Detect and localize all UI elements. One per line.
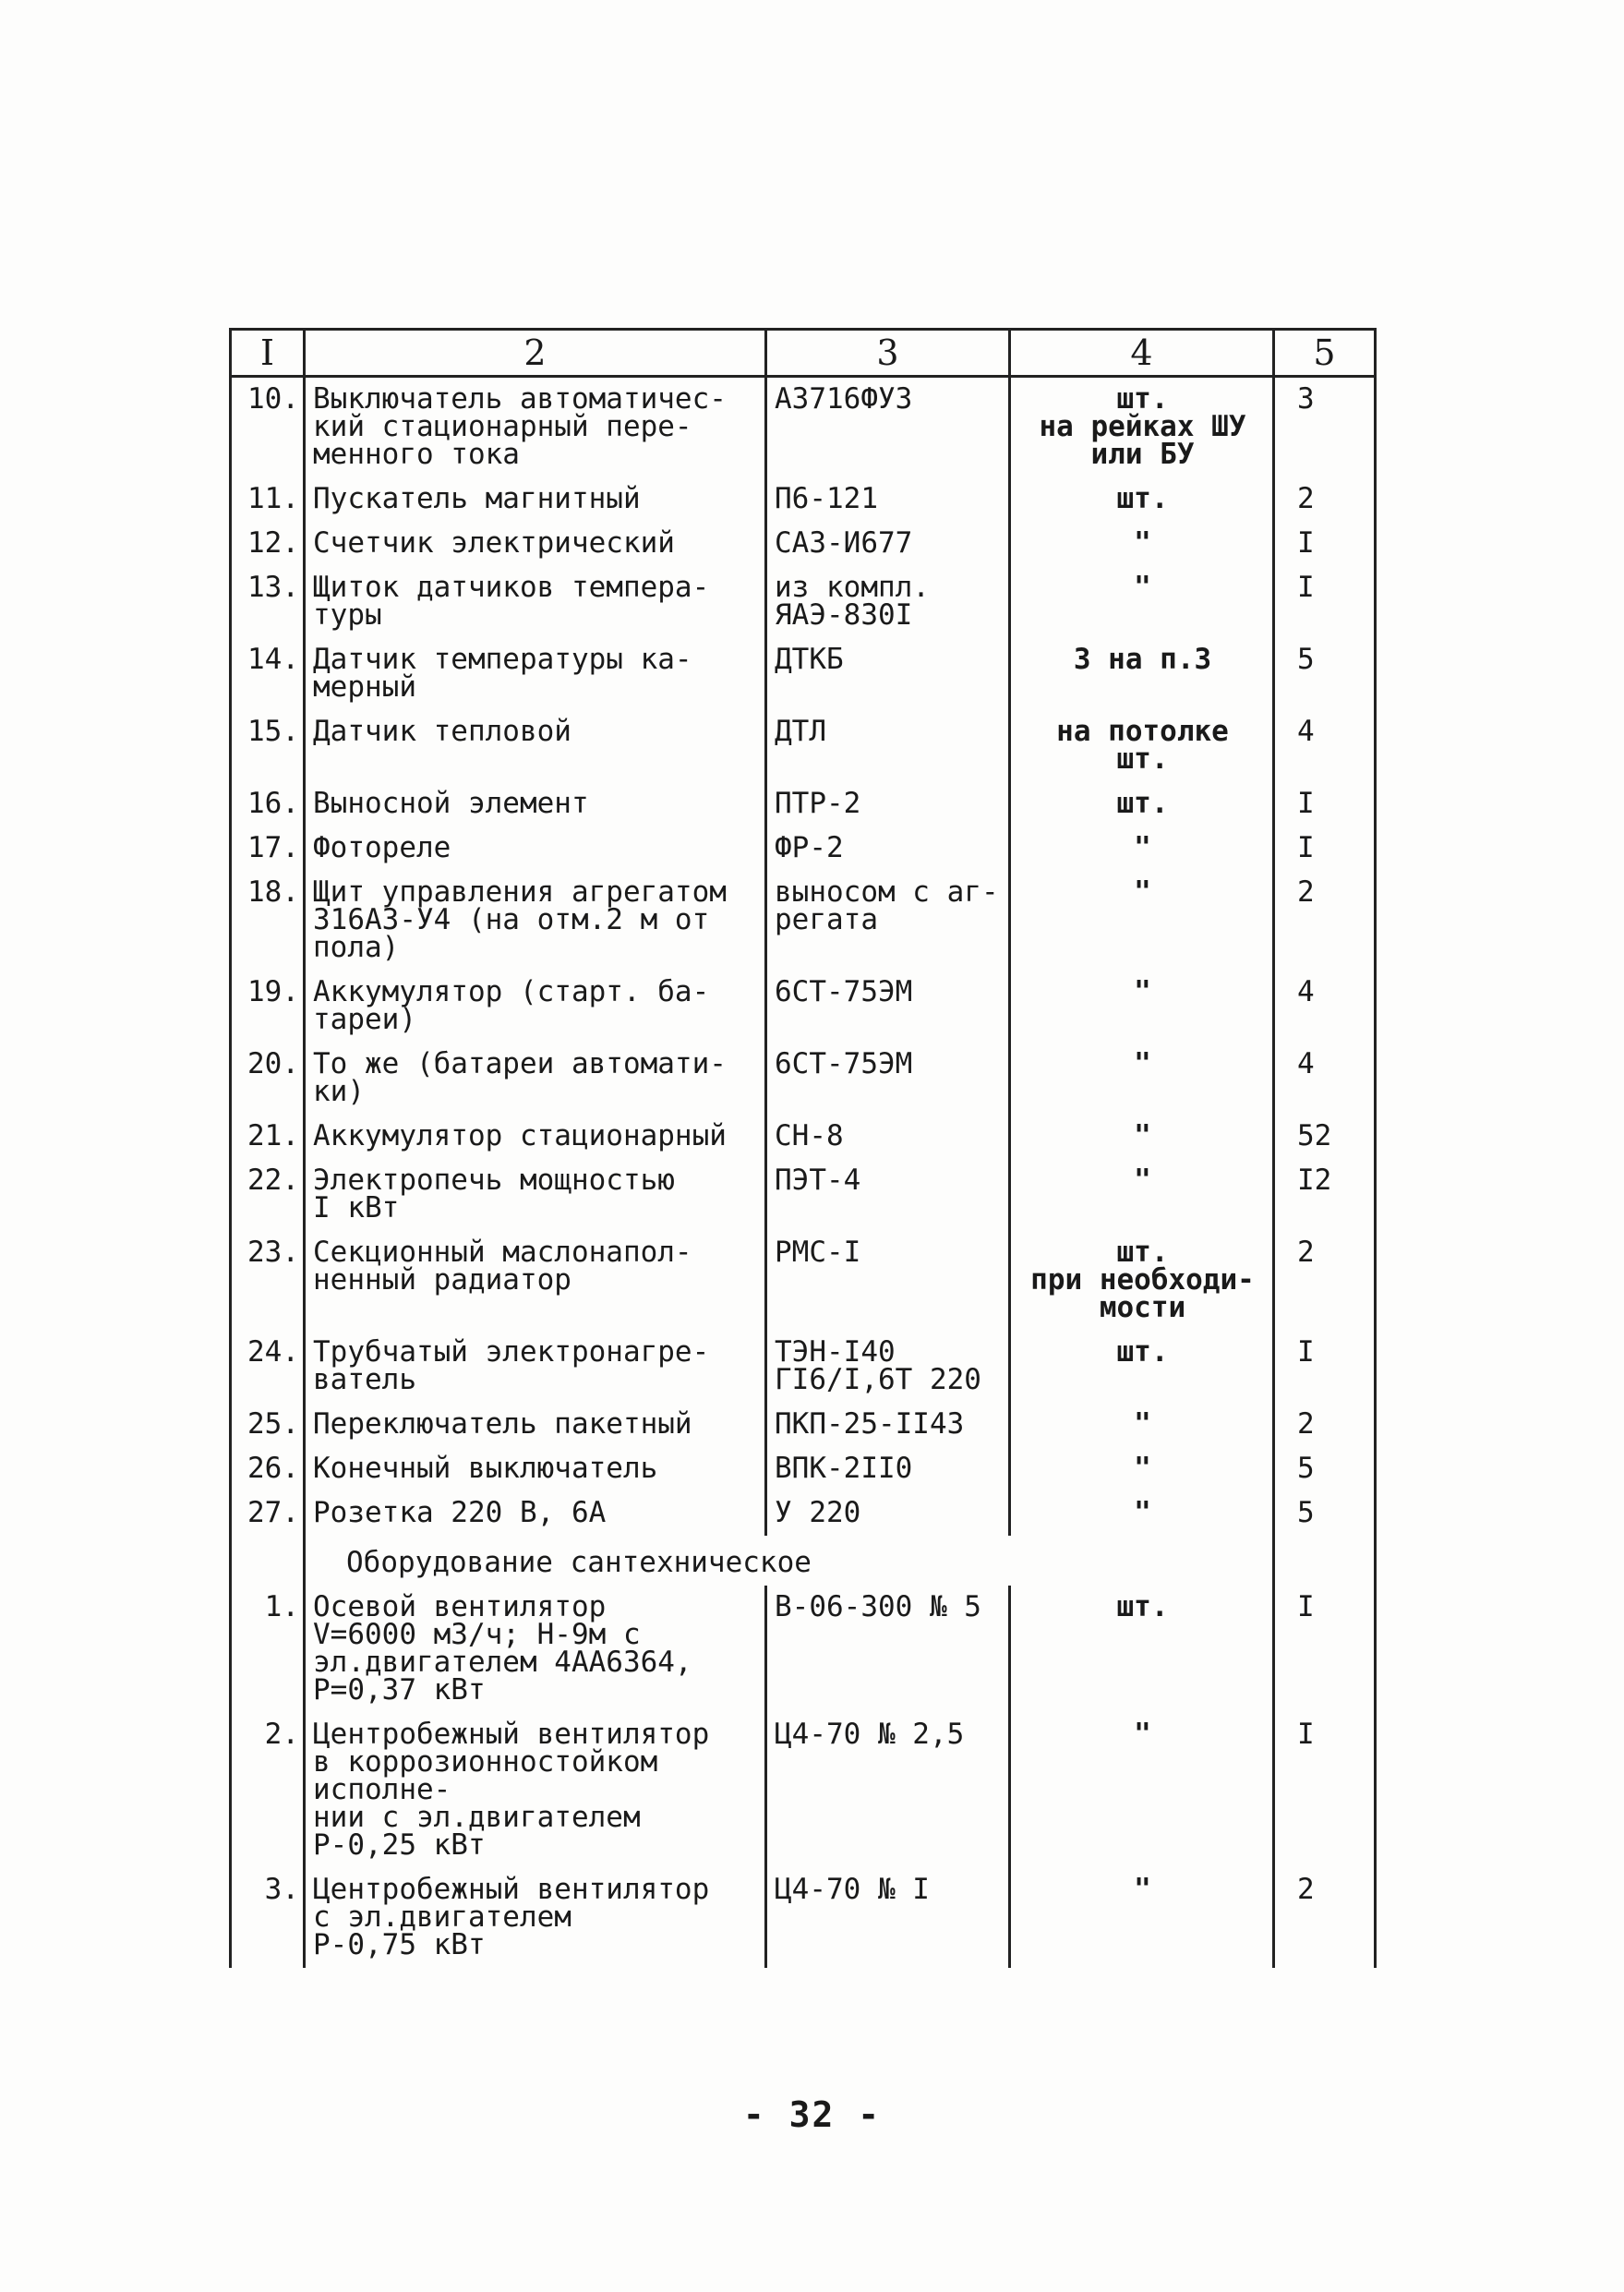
item-name: Осевой вентилятор V=6000 м3/ч; Н-9м с эл.двигателем 4АА6364, Р=0,37 кВт — [305, 1586, 766, 1713]
row-number: 27. — [231, 1491, 305, 1536]
row-number: 19. — [231, 971, 305, 1043]
item-type: СН-8 — [766, 1115, 1010, 1159]
table-row — [231, 477, 1376, 522]
table-row — [231, 1586, 1376, 1713]
row-number: 24. — [231, 1331, 305, 1403]
item-quantity: 2 — [1274, 871, 1376, 971]
item-name: Датчик температуры ка- мерный — [305, 638, 766, 710]
item-quantity: 2 — [1274, 1868, 1376, 1968]
item-unit: " — [1010, 1403, 1274, 1447]
section-title: Оборудование сантехническое — [305, 1536, 1274, 1586]
item-type: А3716ФУ3 — [766, 377, 1010, 478]
table-row — [231, 1331, 1376, 1403]
row-number: 16. — [231, 782, 305, 826]
item-unit: на потолке шт. — [1010, 710, 1274, 782]
item-unit: " — [1010, 1447, 1274, 1491]
item-quantity: I — [1274, 826, 1376, 871]
row-number: 20. — [231, 1043, 305, 1115]
item-name: То же (батареи автомати- ки) — [305, 1043, 766, 1115]
row-number: 25. — [231, 1403, 305, 1447]
item-type: ФР-2 — [766, 826, 1010, 871]
item-name: Аккумулятор (старт. ба- тареи) — [305, 971, 766, 1043]
item-unit: шт. — [1010, 1586, 1274, 1713]
item-type: Ц4-70 № 2,5 — [766, 1713, 1010, 1868]
item-quantity: 5 — [1274, 638, 1376, 710]
item-quantity: 52 — [1274, 1115, 1376, 1159]
item-name: Секционный маслонапол- ненный радиатор — [305, 1231, 766, 1331]
item-unit: шт. — [1010, 1331, 1274, 1403]
item-unit: " — [1010, 1868, 1274, 1968]
item-quantity: I — [1274, 1331, 1376, 1403]
table-row — [231, 782, 1376, 826]
row-number: 18. — [231, 871, 305, 971]
section-spacer — [1274, 1536, 1376, 1586]
row-number: 10. — [231, 377, 305, 478]
item-name: Щиток датчиков темпера- туры — [305, 566, 766, 638]
item-type: выносом с аг- регата — [766, 871, 1010, 971]
item-name: Аккумулятор стационарный — [305, 1115, 766, 1159]
item-quantity: 2 — [1274, 1403, 1376, 1447]
item-type: ТЭН-I40 ГI6/I,6Т 220 — [766, 1331, 1010, 1403]
table-row — [231, 1115, 1376, 1159]
item-unit: " — [1010, 971, 1274, 1043]
table-row — [231, 1043, 1376, 1115]
item-unit: 3 на п.3 — [1010, 638, 1274, 710]
item-type: В-06-300 № 5 — [766, 1586, 1010, 1713]
table-header-row — [231, 330, 1376, 377]
row-number: 2. — [231, 1713, 305, 1868]
row-number: 13. — [231, 566, 305, 638]
item-quantity: 5 — [1274, 1491, 1376, 1536]
item-unit: " — [1010, 826, 1274, 871]
item-type: ВПК-2II0 — [766, 1447, 1010, 1491]
item-unit: " — [1010, 1115, 1274, 1159]
row-number: 11. — [231, 477, 305, 522]
column-header-3: 3 — [766, 330, 1010, 377]
item-name: Розетка 220 В, 6А — [305, 1491, 766, 1536]
row-number: 3. — [231, 1868, 305, 1968]
item-type: ДТКБ — [766, 638, 1010, 710]
item-unit: шт. — [1010, 477, 1274, 522]
item-type: Ц4-70 № I — [766, 1868, 1010, 1968]
table-row — [231, 871, 1376, 971]
item-unit: " — [1010, 1043, 1274, 1115]
table-row — [231, 1713, 1376, 1868]
table-row — [231, 971, 1376, 1043]
item-name: Щит управления агрегатом 316А3-У4 (на отм.2 м от пола) — [305, 871, 766, 971]
table-row — [231, 826, 1376, 871]
row-number: 12. — [231, 522, 305, 566]
item-unit: шт. при необходи- мости — [1010, 1231, 1274, 1331]
item-unit: " — [1010, 566, 1274, 638]
row-number: 14. — [231, 638, 305, 710]
table-row — [231, 522, 1376, 566]
item-type: из компл. ЯАЭ-830I — [766, 566, 1010, 638]
row-number: 1. — [231, 1586, 305, 1713]
table-row — [231, 1491, 1376, 1536]
table-row — [231, 1231, 1376, 1331]
item-name: Датчик тепловой — [305, 710, 766, 782]
item-name: Выносной элемент — [305, 782, 766, 826]
item-name: Фотореле — [305, 826, 766, 871]
item-name: Выключатель автоматичес- кий стационарный пере- менного тока — [305, 377, 766, 478]
item-unit: " — [1010, 522, 1274, 566]
item-quantity: 4 — [1274, 1043, 1376, 1115]
item-name: Трубчатый электронагре- ватель — [305, 1331, 766, 1403]
item-type: 6СТ-75ЭМ — [766, 971, 1010, 1043]
item-unit: шт. — [1010, 782, 1274, 826]
item-type: ПКП-25-II43 — [766, 1403, 1010, 1447]
item-name: Электропечь мощностью I кВт — [305, 1159, 766, 1231]
column-header-5: 5 — [1274, 330, 1376, 377]
section-spacer — [231, 1536, 305, 1586]
item-quantity: 2 — [1274, 1231, 1376, 1331]
item-name: Конечный выключатель — [305, 1447, 766, 1491]
item-quantity: 5 — [1274, 1447, 1376, 1491]
column-header-2: 2 — [305, 330, 766, 377]
row-number: 23. — [231, 1231, 305, 1331]
table-row — [231, 638, 1376, 710]
item-type: ПТР-2 — [766, 782, 1010, 826]
row-number: 22. — [231, 1159, 305, 1231]
item-name: Пускатель магнитный — [305, 477, 766, 522]
item-type: СА3-И677 — [766, 522, 1010, 566]
row-number: 15. — [231, 710, 305, 782]
item-unit: " — [1010, 1491, 1274, 1536]
table-row — [231, 1868, 1376, 1968]
column-header-4: 4 — [1010, 330, 1274, 377]
section-heading-row — [231, 1536, 1376, 1586]
item-name: Центробежный вентилятор в коррозионностойком исполне- нии с эл.двигателем Р-0,25 кВт — [305, 1713, 766, 1868]
item-name: Переключатель пакетный — [305, 1403, 766, 1447]
row-number: 21. — [231, 1115, 305, 1159]
item-quantity: I — [1274, 522, 1376, 566]
column-header-1: I — [231, 330, 305, 377]
item-quantity: 4 — [1274, 971, 1376, 1043]
table-row — [231, 377, 1376, 478]
item-quantity: I2 — [1274, 1159, 1376, 1231]
page-number: - 32 - — [742, 2094, 882, 2135]
item-type: П6-121 — [766, 477, 1010, 522]
item-name: Счетчик электрический — [305, 522, 766, 566]
item-quantity: I — [1274, 566, 1376, 638]
item-name: Центробежный вентилятор с эл.двигателем Р-0,75 кВт — [305, 1868, 766, 1968]
item-type: РМС-I — [766, 1231, 1010, 1331]
table-row — [231, 1447, 1376, 1491]
item-type: 6СТ-75ЭМ — [766, 1043, 1010, 1115]
item-type: ПЭТ-4 — [766, 1159, 1010, 1231]
item-quantity: 2 — [1274, 477, 1376, 522]
item-unit: шт. на рейках ШУ или БУ — [1010, 377, 1274, 478]
item-quantity: I — [1274, 782, 1376, 826]
row-number: 26. — [231, 1447, 305, 1491]
item-quantity: 3 — [1274, 377, 1376, 478]
item-type: ДТЛ — [766, 710, 1010, 782]
item-quantity: I — [1274, 1713, 1376, 1868]
table-row — [231, 1403, 1376, 1447]
item-quantity: I — [1274, 1586, 1376, 1713]
item-unit: " — [1010, 1713, 1274, 1868]
item-unit: " — [1010, 871, 1274, 971]
table-row — [231, 1159, 1376, 1231]
row-number: 17. — [231, 826, 305, 871]
table-row — [231, 710, 1376, 782]
item-quantity: 4 — [1274, 710, 1376, 782]
equipment-spec-table — [229, 328, 1377, 1968]
item-type: У 220 — [766, 1491, 1010, 1536]
item-unit: " — [1010, 1159, 1274, 1231]
table-row — [231, 566, 1376, 638]
